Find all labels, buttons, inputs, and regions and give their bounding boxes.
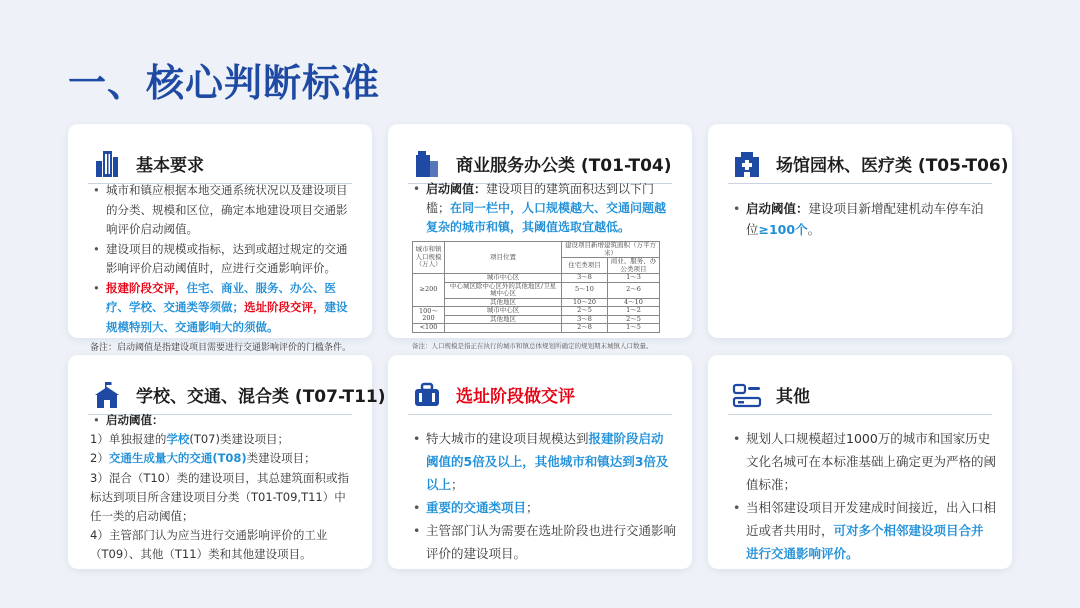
list-item: • 规划人口规模超过1000万的城市和国家历史文化名城可在本标准基础上确定更为严格的阈值标准；	[730, 427, 996, 496]
briefcase-icon	[412, 380, 442, 410]
list-item: 1）单独报建的学校(T07)类建设项目；	[90, 432, 289, 447]
card-school-transport	[68, 355, 386, 569]
card-header	[728, 375, 992, 415]
list-item: • 启动阈值：建设项目的建筑面积达到以下门槛；在同一栏中，人口规模越大、交通问题越复杂的城市和镇，其阈值选取宜越低。	[410, 180, 676, 237]
list-item: • 启动阈值：建设项目新增配建机动车停车泊位≥100个。	[730, 198, 996, 240]
school-icon	[92, 380, 122, 410]
card-body	[90, 411, 356, 565]
card-body	[410, 180, 676, 357]
card-body	[410, 427, 676, 565]
card-title: 其他	[776, 387, 810, 407]
table-header: 住宅类项目	[562, 258, 608, 274]
list-item: • 主管部门认为需要在选址阶段也进行交通影响评价的建设项目。	[410, 519, 676, 565]
card-header	[88, 375, 386, 415]
list-item: 2）交通生成量大的交通(T08)类建设项目；	[90, 451, 316, 466]
card-title: 场馆园林、医疗类 (T05-T06)	[776, 156, 1009, 176]
table-row: ≥200 城市中心区 3～8 1～3	[413, 274, 660, 283]
list-item: • 当相邻建设项目开发建成时间接近，出入口相近或者共用时，可对多个相邻建设项目合并进行交通影响评价。	[730, 496, 996, 565]
table-header: 建设项目新增建筑面积（万平方米）	[562, 242, 660, 258]
card-site-selection	[388, 355, 692, 569]
card-title: 选址阶段做交评	[456, 387, 575, 407]
footnote: 备注：启动阈值是指建设项目需要进行交通影响评价的门槛条件。	[90, 341, 351, 356]
card-body	[730, 427, 996, 565]
list-item: • 城市和镇应根据本地交通系统状况以及建设项目的分类、规模和区位，确定本地建设项目交通影响评价启动阈值。	[90, 181, 356, 240]
office-tower-icon	[412, 149, 442, 179]
table-row: <100 2～8 1～5	[413, 324, 660, 333]
list-icon	[732, 380, 762, 410]
card-title: 学校、交通、混合类 (T07-T11)	[136, 387, 386, 407]
building-icon	[92, 149, 122, 179]
card-commercial	[388, 124, 692, 350]
card-body	[90, 181, 356, 357]
list-item: • 特大城市的建设项目规模达到报建阶段启动阈值的5倍及以上，其他城市和镇达到3倍及以上；	[410, 427, 676, 496]
card-header	[728, 144, 1009, 184]
card-venues-medical	[708, 124, 1012, 338]
list-item: • 建设项目的规模或指标，达到或超过规定的交通影响评价启动阈值时，应进行交通影响评价。	[90, 240, 356, 279]
list-item: • 报建阶段交评，住宅、商业、服务、办公、医疗、学校、交通类等须做；选址阶段交评，建设规模特别大、交通影响大的须做。	[90, 279, 356, 338]
list-item: • 启动阈值：	[90, 411, 356, 430]
table-header: 商业、服务、办公类项目	[608, 258, 660, 274]
threshold-table	[412, 241, 660, 333]
hospital-icon	[732, 149, 762, 179]
table-row: 100～200 城市中心区 2～5 1～2	[413, 307, 660, 316]
card-header	[88, 144, 352, 184]
list-item: • 重要的交通类项目；	[410, 496, 676, 519]
card-header	[408, 144, 672, 184]
table-header: 项目位置	[445, 242, 562, 274]
table-header: 城市和镇人口规模（万人）	[413, 242, 445, 274]
list-item: 3）混合（T10）类的建设项目，其总建筑面积或指标达到项目所含建设项目分类（T01-T09,T11）中任一类的启动阈值；	[90, 470, 349, 524]
card-others	[708, 355, 1012, 569]
table-row: 其他地区 3～8 2～5	[413, 315, 660, 324]
table-row: 其他地区 10～20 4～10	[413, 298, 660, 307]
footnote: 备注：人口规模是指正在执行的城市和镇总体规划所确定的规划期末城镇人口数量。	[412, 337, 662, 357]
card-header	[408, 375, 672, 415]
list-item: 4）主管部门认为应当进行交通影响评价的工业（T09）、其他（T11）类和其他建设项目。	[90, 528, 328, 562]
table-row: 中心城区除中心区外的其他地区/卫星城中心区 5～10 2～6	[413, 282, 660, 298]
card-body	[730, 198, 996, 240]
card-title: 商业服务办公类 (T01-T04)	[456, 156, 672, 176]
page-title: 一、核心判断标准	[68, 61, 381, 105]
card-title: 基本要求	[136, 156, 204, 176]
card-basic-requirements	[68, 124, 372, 353]
